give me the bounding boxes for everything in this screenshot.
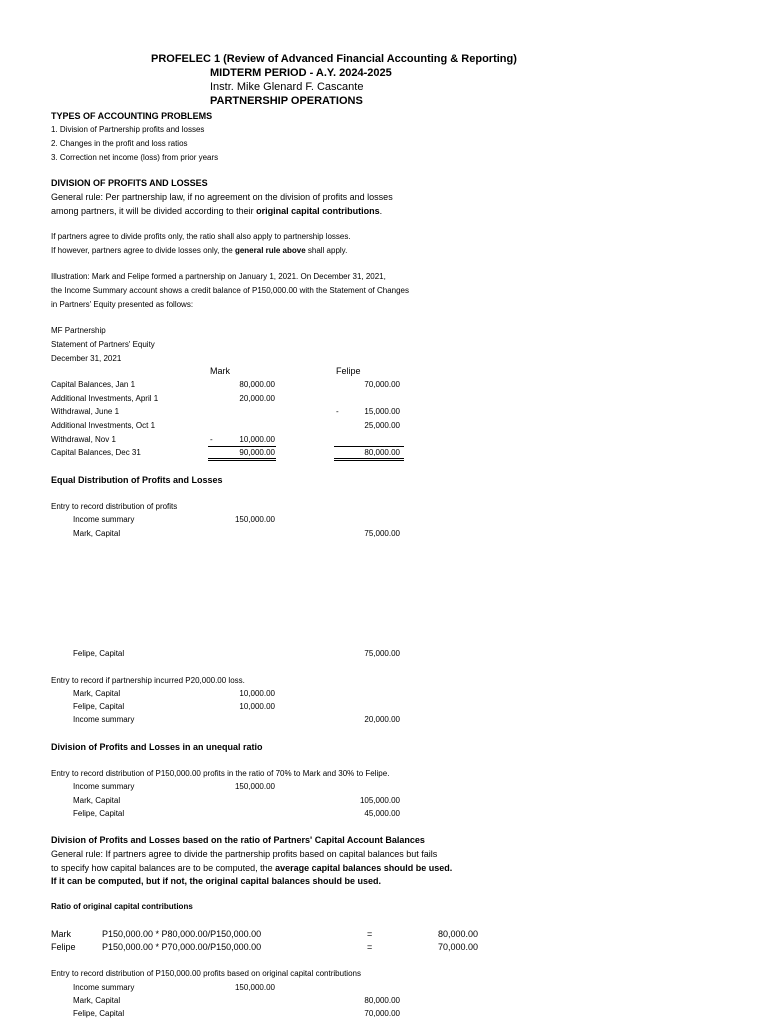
agreement-note: If partners agree to divide profits only, the ratio shall also apply to partnership losses.: [51, 232, 351, 241]
types-item: 1. Division of Partnership profits and losses: [51, 125, 205, 134]
partner-name: Mark: [51, 929, 71, 939]
total-double-underline: [334, 458, 404, 459]
entry-credit: 20,000.00: [364, 715, 400, 724]
entry-title: Entry to record distribution of P150,000.00 profits in the ratio of 70% to Mark and 30% to Felipe.: [51, 769, 390, 778]
entry-account: Felipe, Capital: [73, 649, 125, 658]
entry-debit: 150,000.00: [234, 515, 275, 524]
general-rule-line: If it can be computed, but if not, the original capital balances should be used.: [51, 876, 382, 886]
entry-account: Mark, Capital: [73, 529, 121, 538]
general-rule-line: General rule: If partners agree to divide the partnership profits based on capital balances but fails: [51, 849, 438, 859]
general-rule-line: to specify how capital balances are to be computed, the average capital balances should be used.: [51, 863, 453, 873]
entry-credit: 70,000.00: [364, 1009, 400, 1018]
illustration-line: the Income Summary account shows a credit balance of P150,000.00 with the Statement of Changes: [51, 286, 409, 295]
statement-entity: MF Partnership: [51, 326, 106, 335]
period-title: MIDTERM PERIOD - A.Y. 2024-2025: [210, 67, 392, 79]
ratio-formula: P150,000.00 * P80,000.00/P150,000.00: [102, 929, 262, 939]
entry-account: Income summary: [73, 715, 135, 724]
entry-debit: 150,000.00: [234, 782, 275, 791]
agreement-note: If however, partners agree to divide losses only, the general rule above shall apply.: [51, 246, 348, 255]
entry-title: Entry to record distribution of profits: [51, 502, 178, 511]
entry-title: Entry to record distribution of P150,000.00 profits based on original capital contributions: [51, 969, 361, 978]
entry-credit: 75,000.00: [364, 649, 400, 658]
statement-date: December 31, 2021: [51, 354, 122, 363]
types-item: 2. Changes in the profit and loss ratios: [51, 139, 188, 148]
division-heading: DIVISION OF PROFITS AND LOSSES: [51, 178, 208, 188]
entry-account: Mark, Capital: [73, 689, 121, 698]
subtotal-underline: [208, 446, 276, 447]
entry-credit: 105,000.00: [359, 796, 400, 805]
entry-account: Mark, Capital: [73, 996, 121, 1005]
illustration-line: in Partners' Equity presented as follows:: [51, 300, 194, 309]
entry-debit: 10,000.00: [239, 702, 275, 711]
entry-debit: 150,000.00: [234, 983, 275, 992]
statement-row-label: Capital Balances, Dec 31: [51, 448, 141, 457]
statement-name: Statement of Partners' Equity: [51, 340, 155, 349]
entry-account: Felipe, Capital: [73, 1009, 125, 1018]
types-heading: TYPES OF ACCOUNTING PROBLEMS: [51, 111, 213, 121]
negative-sign: -: [210, 435, 213, 444]
entry-account: Income summary: [73, 515, 135, 524]
entry-credit: 45,000.00: [364, 809, 400, 818]
total-double-underline: [208, 458, 276, 459]
total-double-underline: [208, 460, 276, 461]
instructor-name: Instr. Mike Glenard F. Cascante: [210, 81, 364, 93]
statement-felipe-total: 80,000.00: [364, 448, 400, 457]
column-header-felipe: Felipe: [336, 366, 361, 376]
course-title: PROFELEC 1 (Review of Advanced Financial Accounting & Reporting): [151, 53, 517, 65]
general-rule-line: among partners, it will be divided according to their original capital contributions.: [51, 206, 383, 216]
entry-credit: 80,000.00: [364, 996, 400, 1005]
topic-title: PARTNERSHIP OPERATIONS: [210, 95, 363, 107]
partner-name: Felipe: [51, 942, 76, 952]
ratio-result: 80,000.00: [437, 929, 478, 939]
column-header-mark: Mark: [210, 366, 230, 376]
statement-mark-total: 90,000.00: [239, 448, 275, 457]
statement-row-label: Capital Balances, Jan 1: [51, 380, 136, 389]
entry-title: Entry to record if partnership incurred P20,000.00 loss.: [51, 676, 245, 685]
subtotal-underline: [334, 446, 404, 447]
entry-account: Felipe, Capital: [73, 809, 125, 818]
statement-felipe-amount: 25,000.00: [364, 421, 400, 430]
entry-account: Mark, Capital: [73, 796, 121, 805]
statement-row-label: Withdrawal, Nov 1: [51, 435, 116, 444]
equal-distribution-heading: Equal Distribution of Profits and Losses: [51, 475, 223, 485]
statement-felipe-amount: 70,000.00: [364, 380, 400, 389]
statement-mark-amount: 20,000.00: [239, 394, 275, 403]
equals-sign: =: [367, 929, 373, 939]
original-ratio-heading: Ratio of original capital contributions: [51, 902, 193, 911]
equals-sign: =: [367, 942, 373, 952]
ratio-result: 70,000.00: [437, 942, 478, 952]
total-double-underline: [334, 460, 404, 461]
negative-sign: -: [336, 407, 339, 416]
ratio-formula: P150,000.00 * P70,000.00/P150,000.00: [102, 942, 262, 952]
illustration-line: Illustration: Mark and Felipe formed a partnership on January 1, 2021. On December 31, 2021,: [51, 272, 386, 281]
statement-row-label: Withdrawal, June 1: [51, 407, 120, 416]
general-rule-line: General rule: Per partnership law, if no agreement on the division of profits and losses: [51, 192, 393, 202]
statement-felipe-amount: 15,000.00: [364, 407, 400, 416]
statement-mark-amount: 80,000.00: [239, 380, 275, 389]
capital-ratio-heading: Division of Profits and Losses based on the ratio of Partners' Capital Account Balances: [51, 835, 425, 845]
statement-row-label: Additional Investments, Oct 1: [51, 421, 156, 430]
entry-credit: 75,000.00: [364, 529, 400, 538]
unequal-ratio-heading: Division of Profits and Losses in an unequal ratio: [51, 742, 263, 752]
entry-debit: 10,000.00: [239, 689, 275, 698]
statement-row-label: Additional Investments, April 1: [51, 394, 159, 403]
entry-account: Income summary: [73, 782, 135, 791]
entry-account: Income summary: [73, 983, 135, 992]
statement-mark-amount: 10,000.00: [239, 435, 275, 444]
entry-account: Felipe, Capital: [73, 702, 125, 711]
types-item: 3. Correction net income (loss) from prior years: [51, 153, 219, 162]
